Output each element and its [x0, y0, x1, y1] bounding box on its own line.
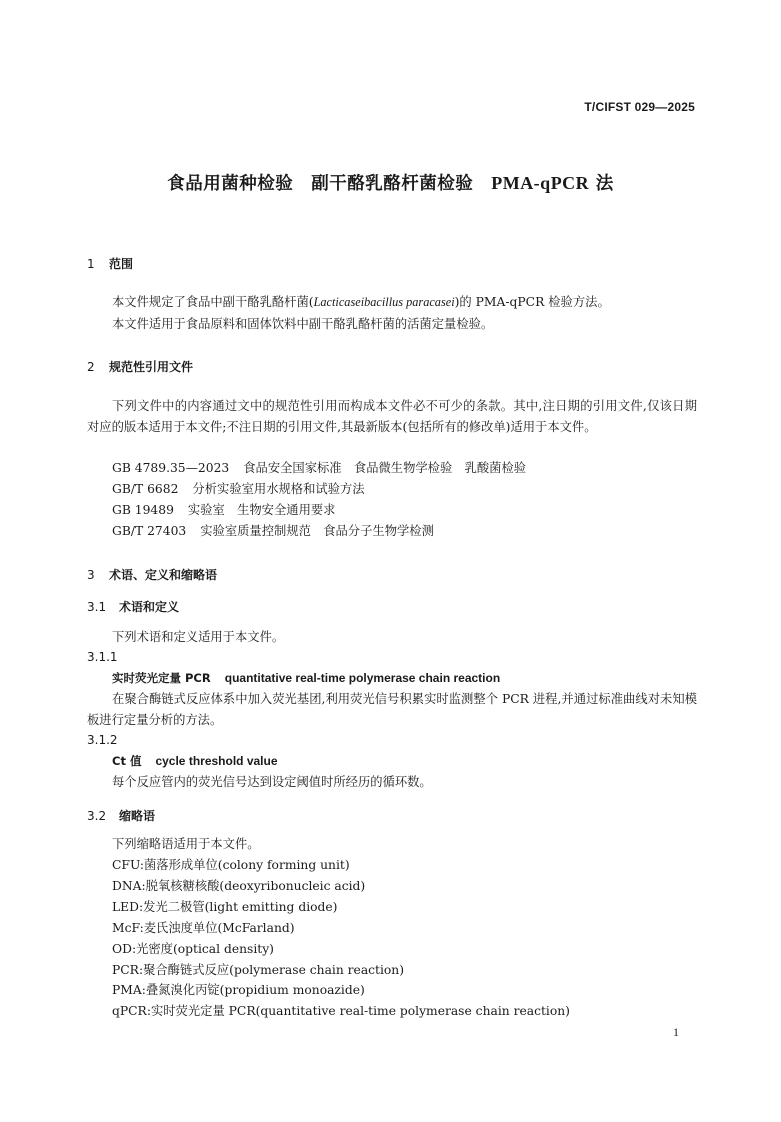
term-chinese: 实时荧光定量 PCR [112, 671, 211, 685]
standard-number: T/CIFST 029—2025 [584, 100, 695, 114]
document-title [0, 170, 781, 195]
section-2-heading [87, 358, 193, 375]
terms-intro: 下列术语和定义适用于本文件。 [112, 630, 285, 644]
section-3-heading [87, 566, 217, 583]
reference-code: GB 19489 [112, 503, 174, 517]
text-fragment: )的 PMA-qPCR 检验方法。 [454, 295, 610, 309]
title-method: PMA-qPCR [491, 173, 590, 193]
reference-title: 分析实验室用水规格和试验方法 [192, 482, 365, 496]
scope-paragraph-1 [112, 292, 610, 313]
reference-item [112, 458, 526, 479]
section-number: 3 [87, 568, 95, 582]
abbreviation-item: OD:光密度(optical density) [112, 942, 274, 956]
page-number: 1 [673, 1025, 679, 1039]
term-number: 3.1.2 [87, 733, 118, 747]
section-number: 1 [87, 257, 95, 271]
abbreviation-item: McF:麦氏浊度单位(McFarland) [112, 921, 295, 935]
reference-item [112, 521, 434, 542]
section-title: 规范性引用文件 [109, 360, 194, 374]
abbreviation-item: DNA:脱氧核糖核酸(deoxyribonucleic acid) [112, 879, 366, 893]
section-number: 3.1 [87, 600, 107, 614]
term-english: quantitative real-time polymerase chain reaction [224, 671, 501, 685]
term-definition: 每个反应管内的荧光信号达到设定阈值时所经历的循环数。 [112, 775, 432, 789]
term-chinese: Ct 值 [112, 754, 142, 768]
section-title: 缩略语 [119, 809, 156, 823]
term-heading [112, 670, 500, 686]
title-tail: 法 [589, 174, 614, 194]
title-chinese: 食品用菌种检验 副干酪乳酪杆菌检验 [167, 174, 492, 194]
reference-title: 食品安全国家标准 食品微生物学检验 乳酸菌检验 [243, 461, 527, 475]
normative-references-intro: 下列文件中的内容通过文中的规范性引用而构成本文件必不可少的条款。其中,注日期的引用文件,仅该日期对应的版本适用于本文件;不注日期的引用文件,其最新版本(包括所有的修改单)适用于本文件。 [87, 399, 697, 434]
term-heading [112, 753, 278, 769]
section-number: 2 [87, 360, 95, 374]
subsection-3-2-heading [87, 807, 155, 824]
latin-species-name: Lacticaseibacillus paracasei [313, 295, 455, 309]
term-english: cycle threshold value [155, 754, 278, 768]
reference-code: GB/T 6682 [112, 482, 179, 496]
section-1-heading [87, 255, 133, 272]
reference-code: GB/T 27403 [112, 524, 187, 538]
term-definition: 在聚合酶链式反应体系中加入荧光基团,利用荧光信号积累实时监测整个 PCR 进程,并通过标准曲线对未知模板进行定量分析的方法。 [87, 692, 697, 727]
reference-title: 实验室质量控制规范 食品分子生物学检测 [200, 524, 434, 538]
subsection-3-1-heading [87, 598, 179, 615]
section-title: 范围 [109, 257, 134, 271]
reference-item [112, 479, 365, 500]
reference-code: GB 4789.35—2023 [112, 461, 230, 475]
reference-title: 实验室 生物安全通用要求 [187, 503, 336, 517]
abbreviation-item: PMA:叠氮溴化丙锭(propidium monoazide) [112, 983, 365, 997]
reference-item [112, 500, 335, 521]
section-title: 术语、定义和缩略语 [109, 568, 218, 582]
scope-paragraph-2: 本文件适用于食品原料和固体饮料中副干酪乳酪杆菌的活菌定量检验。 [112, 317, 494, 331]
abbreviations-intro: 下列缩略语适用于本文件。 [112, 837, 260, 851]
term-number: 3.1.1 [87, 650, 118, 664]
text-fragment: 本文件规定了食品中副干酪乳酪杆菌( [112, 295, 314, 309]
abbreviation-item: LED:发光二极管(light emitting diode) [112, 900, 338, 914]
section-number: 3.2 [87, 809, 107, 823]
abbreviation-item: qPCR:实时荧光定量 PCR(quantitative real-time polymerase chain reaction) [112, 1004, 570, 1018]
abbreviation-item: CFU:菌落形成单位(colony forming unit) [112, 858, 350, 872]
abbreviation-item: PCR:聚合酶链式反应(polymerase chain reaction) [112, 963, 405, 977]
section-title: 术语和定义 [119, 600, 180, 614]
